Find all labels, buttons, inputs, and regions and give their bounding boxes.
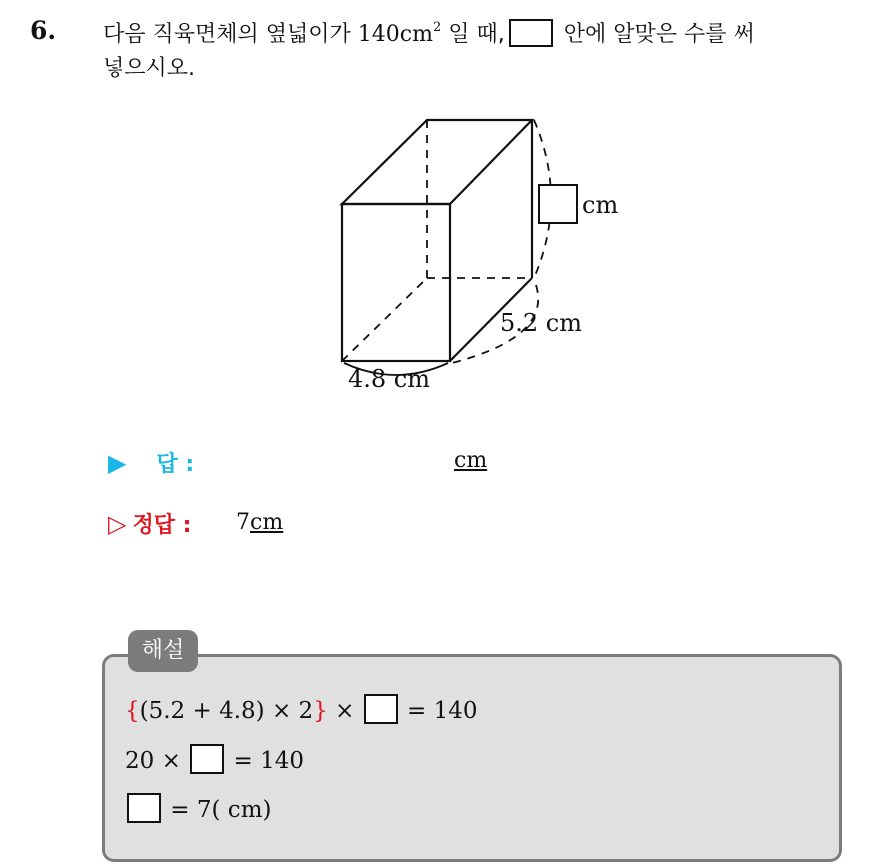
- correct-label: 정답 :: [132, 513, 192, 538]
- depth-label: 5.2 cm: [500, 309, 582, 337]
- answer-unit: cm: [454, 448, 488, 473]
- blank-box: [509, 19, 553, 47]
- explanation-line-2: [125, 744, 304, 774]
- line1-times: ×: [327, 698, 362, 724]
- answer-triangle-icon: ▶: [108, 449, 127, 477]
- cuboid-top-face: [342, 120, 532, 204]
- explanation-line-1: [125, 694, 478, 724]
- explanation-tag: 해설: [128, 630, 198, 672]
- cuboid-figure: [300, 105, 630, 409]
- brace-open: {: [125, 698, 140, 724]
- correct-triangle-icon: ▷: [108, 510, 127, 538]
- line2-result: = 140: [226, 748, 304, 774]
- hidden-depth-edge: [342, 278, 427, 361]
- blank-square-3: [127, 793, 161, 823]
- height-unit-label: cm: [582, 191, 619, 219]
- answer-row: [108, 447, 194, 478]
- question-text: [103, 18, 873, 86]
- area-unit: cm: [399, 22, 433, 47]
- height-blank-box: [539, 185, 577, 223]
- question-text-end: 안에 알맞은 수를 써: [556, 22, 755, 47]
- question-text-line2: 넣으시오.: [103, 56, 196, 81]
- question-text-before: 다음 직육면체의 옆넓이가: [103, 22, 358, 47]
- area-value: 140: [357, 22, 400, 47]
- area-exponent: 2: [432, 20, 442, 35]
- blank-square-2: [190, 744, 224, 774]
- correct-value: 7: [236, 510, 250, 535]
- explanation-line-3: [125, 793, 271, 823]
- cuboid-drawing: [300, 105, 630, 405]
- correct-row: [108, 508, 191, 539]
- line3-result: = 7( cm): [163, 797, 272, 823]
- brace-close: }: [313, 698, 328, 724]
- question-number: 6.: [30, 16, 57, 45]
- line1-inner: (5.2 + 4.8) × 2: [139, 698, 314, 724]
- answer-label: 답 :: [156, 452, 195, 477]
- correct-answer: [236, 510, 283, 535]
- line1-result: = 140: [399, 698, 478, 724]
- width-label: 4.8 cm: [348, 365, 430, 393]
- blank-square-1: [364, 694, 398, 724]
- cuboid-front-face: [342, 204, 450, 361]
- correct-unit: cm: [250, 510, 284, 535]
- line2-prefix: 20 ×: [125, 748, 189, 774]
- question-text-after: 일 때,: [441, 22, 505, 47]
